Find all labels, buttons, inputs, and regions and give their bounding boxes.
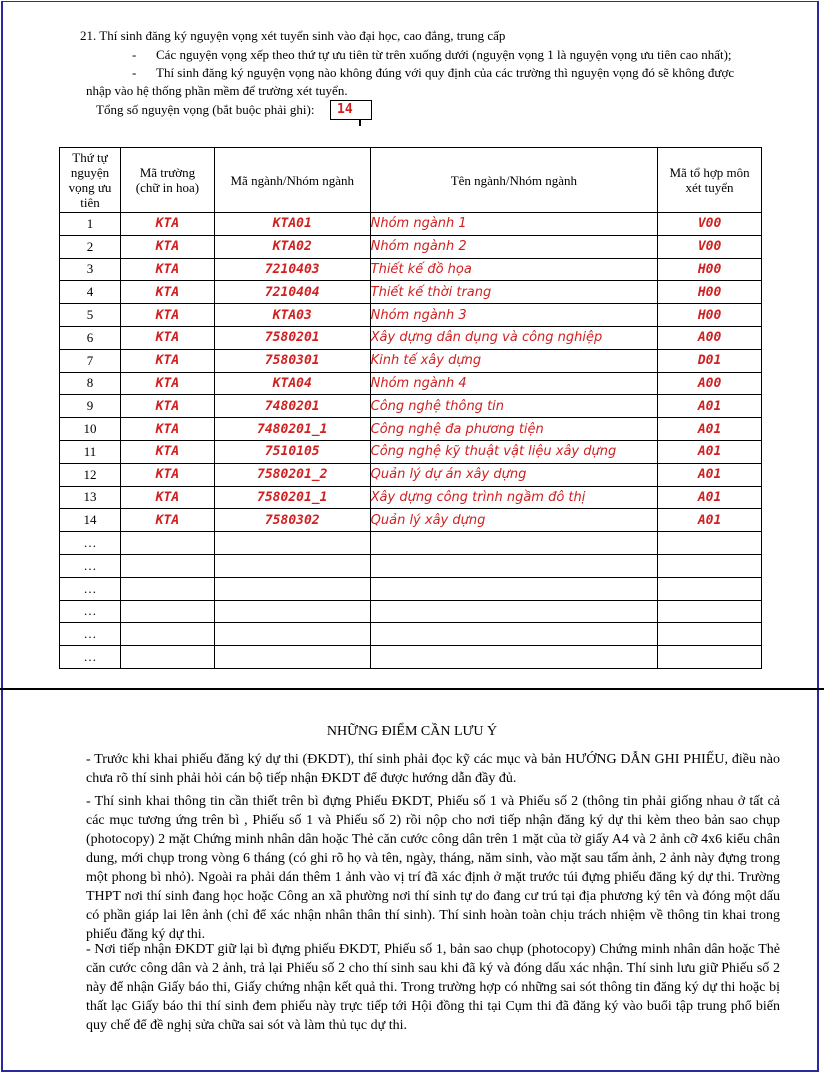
school-code-cell[interactable]: KTA xyxy=(120,349,214,372)
bullet-2: - Thí sinh đăng ký nguyện vọng nào không đúng với quy định của các trường thì nguyện vọng đó sẽ không được xyxy=(132,65,735,80)
major-code-cell[interactable]: 7480201_1 xyxy=(214,418,370,441)
combo-code-cell[interactable]: A01 xyxy=(658,509,762,532)
priority-cell[interactable]: … xyxy=(60,600,121,623)
bullet-2-continuation: nhập vào hệ thống phần mềm để trường xét tuyển. xyxy=(86,83,348,98)
major-code-cell[interactable]: 7580201 xyxy=(214,326,370,349)
school-code-cell[interactable] xyxy=(120,577,214,600)
major-code-cell[interactable]: 7580301 xyxy=(214,349,370,372)
major-code-cell[interactable]: 7580302 xyxy=(214,509,370,532)
school-code-cell[interactable] xyxy=(120,646,214,669)
combo-code-cell[interactable] xyxy=(658,554,762,577)
table-row xyxy=(60,463,762,486)
major-code-cell[interactable]: 7210404 xyxy=(214,281,370,304)
table-row xyxy=(60,395,762,418)
priority-cell[interactable]: 12 xyxy=(60,463,121,486)
school-code-cell[interactable]: KTA xyxy=(120,304,214,327)
major-code-cell[interactable]: 7580201_1 xyxy=(214,486,370,509)
table-row xyxy=(60,509,762,532)
priority-cell[interactable]: … xyxy=(60,623,121,646)
major-name-cell[interactable]: Kinh tế xây dựng xyxy=(370,349,657,372)
major-name-cell[interactable]: Nhóm ngành 4 xyxy=(370,372,657,395)
major-name-cell[interactable] xyxy=(370,623,657,646)
priority-cell[interactable]: 3 xyxy=(60,258,121,281)
table-header-row xyxy=(60,148,762,213)
major-name-cell[interactable]: Nhóm ngành 1 xyxy=(370,213,657,236)
school-code-cell[interactable] xyxy=(120,532,214,555)
priority-cell[interactable]: … xyxy=(60,554,121,577)
priority-cell[interactable]: 6 xyxy=(60,326,121,349)
note-paragraph-2: - Thí sinh khai thông tin cần thiết trên bì đựng Phiếu ĐKDT, Phiếu số 1 và Phiếu số 2 (thông tin phải giống nhau ở tất cả các mục tương ứng trên bì , Phiếu số 1 và Phiếu số 2) rồi nộp cho nơi tiếp nhận đăng ký dự thi kèm theo bản sao chụp (photocopy) 2 mặt Chứng minh nhân dân hoặc Thẻ căn cước công dân trên 1 mặt của tờ giấy A4 và 2 ảnh cỡ 4x6 kiểu chân dung, mới chụp trong vòng 6 tháng (có ghi rõ họ và tên, ngày, tháng, năm sinh, vào mặt sau tấm ảnh, 2 ảnh này đựng trong một phong bì nhỏ). Ngoài ra phải dán thêm 1 ảnh vào vị trí đã xác định ở mặt trước túi đựng phiếu đăng ký dự thi. Trường THPT nơi thí sinh đang học hoặc Công an xã phường nơi thí sinh tự do đang cư trú tại địa phương ký tên và đóng một dấu có phần giáp lai lên ảnh (chỉ để xác nhận nhân thân thí sinh). Thí sinh hoàn toàn chịu trách nhiệm về thông tin khai trong phiếu đăng ký dự thi. xyxy=(86,794,780,942)
school-code-cell[interactable]: KTA xyxy=(120,509,214,532)
major-code-cell[interactable]: KTA02 xyxy=(214,235,370,258)
table-row xyxy=(60,235,762,258)
school-code-cell[interactable]: KTA xyxy=(120,281,214,304)
school-code-cell[interactable]: KTA xyxy=(120,213,214,236)
major-name-cell[interactable] xyxy=(370,532,657,555)
priority-cell[interactable]: 1 xyxy=(60,213,121,236)
priority-cell[interactable]: … xyxy=(60,646,121,669)
priority-cell[interactable]: 9 xyxy=(60,395,121,418)
major-code-cell[interactable]: 7210403 xyxy=(214,258,370,281)
school-code-cell[interactable] xyxy=(120,623,214,646)
combo-code-cell[interactable] xyxy=(658,623,762,646)
header-major-code: Mã ngành/Nhóm ngành xyxy=(214,148,370,213)
major-code-cell[interactable]: 7510105 xyxy=(214,440,370,463)
major-code-cell[interactable] xyxy=(214,577,370,600)
table-row xyxy=(60,258,762,281)
table-row xyxy=(60,600,762,623)
major-name-cell[interactable]: Nhóm ngành 2 xyxy=(370,235,657,258)
school-code-cell[interactable]: KTA xyxy=(120,372,214,395)
major-name-cell[interactable]: Xây dựng dân dụng và công nghiệp xyxy=(370,326,657,349)
note-paragraph-1: - Trước khi khai phiếu đăng ký dự thi (ĐKDT), thí sinh phải đọc kỹ các mục và bản HƯỚNG DẪN GHI PHIẾU, điều nào chưa rõ thí sinh phải hỏi cán bộ tiếp nhận ĐKDT để được hướng dẫn đầy đủ. xyxy=(86,752,780,786)
school-code-cell[interactable]: KTA xyxy=(120,463,214,486)
priority-cell[interactable]: 5 xyxy=(60,304,121,327)
school-code-cell[interactable]: KTA xyxy=(120,418,214,441)
combo-code-cell[interactable] xyxy=(658,532,762,555)
priority-cell[interactable]: 8 xyxy=(60,372,121,395)
table-row xyxy=(60,577,762,600)
combo-code-cell[interactable] xyxy=(658,646,762,669)
combo-code-cell[interactable]: A00 xyxy=(658,326,762,349)
school-code-cell[interactable]: KTA xyxy=(120,258,214,281)
combo-code-cell[interactable]: A01 xyxy=(658,440,762,463)
table-row xyxy=(60,554,762,577)
major-name-cell[interactable]: Thiết kế thời trang xyxy=(370,281,657,304)
priority-cell[interactable]: 7 xyxy=(60,349,121,372)
major-name-cell[interactable] xyxy=(370,646,657,669)
major-name-cell[interactable]: Công nghệ kỹ thuật vật liệu xây dựng xyxy=(370,440,657,463)
major-code-cell[interactable] xyxy=(214,623,370,646)
combo-code-cell[interactable]: H00 xyxy=(658,304,762,327)
major-name-cell[interactable]: Quản lý dự án xây dựng xyxy=(370,463,657,486)
combo-code-cell[interactable] xyxy=(658,577,762,600)
table-row xyxy=(60,304,762,327)
major-name-cell[interactable] xyxy=(370,554,657,577)
major-name-cell[interactable]: Quản lý xây dựng xyxy=(370,509,657,532)
major-name-cell[interactable]: Xây dựng công trình ngầm đô thị xyxy=(370,486,657,509)
header-major-name: Tên ngành/Nhóm ngành xyxy=(370,148,657,213)
combo-code-cell[interactable]: V00 xyxy=(658,213,762,236)
major-name-cell[interactable]: Công nghệ thông tin xyxy=(370,395,657,418)
major-name-cell[interactable]: Thiết kế đồ họa xyxy=(370,258,657,281)
total-choices-input[interactable]: 14 xyxy=(330,100,372,120)
combo-code-cell[interactable] xyxy=(658,600,762,623)
table-row xyxy=(60,372,762,395)
major-code-cell[interactable] xyxy=(214,532,370,555)
total-choices-label: Tổng số nguyện vọng (bắt buộc phải ghi): xyxy=(96,102,315,117)
priority-cell[interactable]: 10 xyxy=(60,418,121,441)
major-code-cell[interactable]: 7580201_2 xyxy=(214,463,370,486)
combo-code-cell[interactable]: H00 xyxy=(658,258,762,281)
choices-table xyxy=(59,147,762,669)
school-code-cell[interactable]: KTA xyxy=(120,395,214,418)
major-code-cell[interactable] xyxy=(214,554,370,577)
major-code-cell[interactable] xyxy=(214,646,370,669)
major-name-cell[interactable] xyxy=(370,577,657,600)
bullet-1: - Các nguyện vọng xếp theo thứ tự ưu tiên từ trên xuống dưới (nguyện vọng 1 là nguyện vọng ưu tiên cao nhất); xyxy=(132,47,732,62)
major-code-cell[interactable]: KTA01 xyxy=(214,213,370,236)
priority-cell[interactable]: 14 xyxy=(60,509,121,532)
combo-code-cell[interactable]: A01 xyxy=(658,463,762,486)
combo-code-cell[interactable]: A01 xyxy=(658,486,762,509)
cursor-mark xyxy=(359,120,361,126)
major-code-cell[interactable]: KTA04 xyxy=(214,372,370,395)
combo-code-cell[interactable]: D01 xyxy=(658,349,762,372)
table-row xyxy=(60,486,762,509)
school-code-cell[interactable] xyxy=(120,600,214,623)
header-school-code: Mã trường (chữ in hoa) xyxy=(120,148,214,213)
table-row xyxy=(60,281,762,304)
table-row xyxy=(60,532,762,555)
combo-code-cell[interactable]: V00 xyxy=(658,235,762,258)
header-combo-code: Mã tổ hợp môn xét tuyển xyxy=(658,148,762,213)
combo-code-cell[interactable]: A00 xyxy=(658,372,762,395)
priority-cell[interactable]: … xyxy=(60,577,121,600)
priority-cell[interactable]: 2 xyxy=(60,235,121,258)
table-row xyxy=(60,440,762,463)
school-code-cell[interactable] xyxy=(120,554,214,577)
school-code-cell[interactable]: KTA xyxy=(120,440,214,463)
major-code-cell[interactable]: KTA03 xyxy=(214,304,370,327)
major-name-cell[interactable]: Nhóm ngành 3 xyxy=(370,304,657,327)
priority-cell[interactable]: 13 xyxy=(60,486,121,509)
combo-code-cell[interactable]: A01 xyxy=(658,418,762,441)
table-row xyxy=(60,418,762,441)
table-row xyxy=(60,326,762,349)
major-code-cell[interactable] xyxy=(214,600,370,623)
table-row xyxy=(60,646,762,669)
school-code-cell[interactable]: KTA xyxy=(120,235,214,258)
combo-code-cell[interactable]: H00 xyxy=(658,281,762,304)
major-code-cell[interactable]: 7480201 xyxy=(214,395,370,418)
question-title: 21. Thí sinh đăng ký nguyện vọng xét tuyển sinh vào đại học, cao đẳng, trung cấp xyxy=(80,28,506,43)
major-name-cell[interactable] xyxy=(370,600,657,623)
combo-code-cell[interactable]: A01 xyxy=(658,395,762,418)
priority-cell[interactable]: 4 xyxy=(60,281,121,304)
note-paragraph-3: - Nơi tiếp nhận ĐKDT giữ lại bì đựng phiếu ĐKDT, Phiếu số 1, bản sao chụp (photocopy) Chứng minh nhân dân hoặc Thẻ căn cước công dân và 2 ảnh, trả lại Phiếu số 2 cho thí sinh sau khi đã ký và đóng dấu xác nhận. Thí sinh lưu giữ Phiếu số 2 này để nhận Giấy báo thi, Giấy chứng nhận kết quả thi. Trong trường hợp có những sai sót thông tin đăng ký dự thi hoặc bị thất lạc Giấy báo thi thí sinh đem phiếu này trực tiếp tới Hội đồng thi tại Cụm thi đã đăng ký vào buổi tập trung phổ biến quy chế để đề nghị sửa chữa sai sót và làm thủ tục dự thi. xyxy=(86,942,780,1033)
priority-cell[interactable]: 11 xyxy=(60,440,121,463)
table-row xyxy=(60,349,762,372)
school-code-cell[interactable]: KTA xyxy=(120,486,214,509)
header-priority: Thứ tự nguyện vọng ưu tiên xyxy=(60,148,121,213)
priority-cell[interactable]: … xyxy=(60,532,121,555)
notes-title: NHỮNG ĐIỂM CẦN LƯU Ý xyxy=(326,724,498,739)
table-row xyxy=(60,213,762,236)
school-code-cell[interactable]: KTA xyxy=(120,326,214,349)
section-divider xyxy=(0,688,824,690)
table-row xyxy=(60,623,762,646)
major-name-cell[interactable]: Công nghệ đa phương tiện xyxy=(370,418,657,441)
